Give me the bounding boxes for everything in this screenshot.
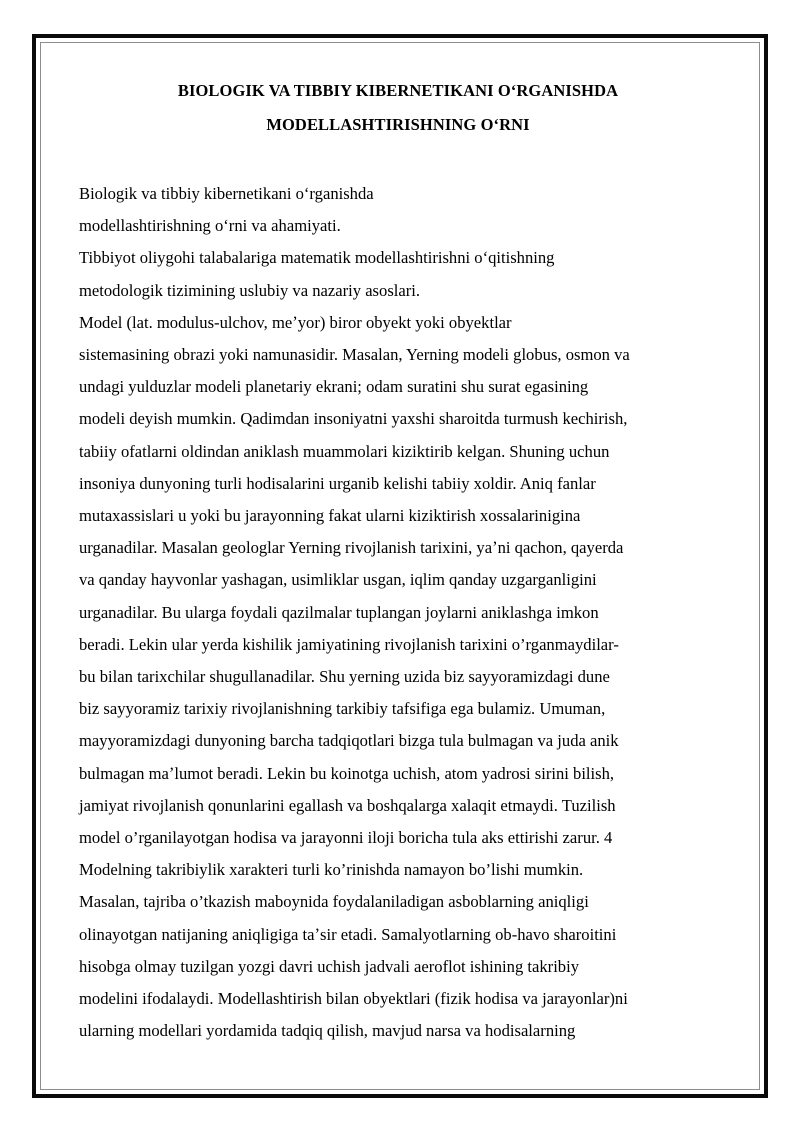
body-line: undagi yulduzlar modeli planetariy ekrani; odam suratini shu surat egasining xyxy=(79,377,589,397)
title-body-spacer xyxy=(79,142,717,178)
body-line: bulmagan maʼlumot beradi. Lekin bu koinotga uchish, atom yadrosi sirini bilish, xyxy=(79,763,615,783)
body-line: Modelning takribiylik xarakteri turli ko’rinishda namayon bo’lishi mumkin. xyxy=(79,860,584,880)
body-line: urganadilar. Bu ularga foydali qazilmalar tuplangan joylarni aniklashga imkon xyxy=(79,602,599,622)
page-border-frame xyxy=(32,34,768,1098)
body-line: Biologik va tibbiy kibernetikani oʻrganishda xyxy=(79,184,374,203)
body-line: hisobga olmay tuzilgan yozgi davri uchish jadvali aeroflot ishining takribiy xyxy=(79,956,580,976)
body-line: Tibbiyot oliygohi talabalariga matematik modellashtirishni oʻqitishning xyxy=(79,248,555,268)
body-line: olinayotgan natijaning aniqligiga taʼsir etadi. Samalyotlarning ob-havo sharoitini xyxy=(79,924,617,944)
title-line-2: MODELLASHTIRISHNING OʻRNI xyxy=(266,115,530,134)
body-line: jamiyat rivojlanish qonunlarini egallash va boshqalarga xalaqit etmaydi. Tuzilish xyxy=(79,795,616,815)
body-line: ularning modellari yordamida tadqiq qilish, mavjud narsa va hodisalarning xyxy=(79,1021,576,1041)
body-line: sistemasining obrazi yoki namunasidir. Masalan, Yerning modeli globus, osmon va xyxy=(79,345,630,365)
body-line: biz sayyoramiz tarixiy rivojlanishning tarkibiy tafsifiga ega bulamiz. Umuman, xyxy=(79,699,606,719)
title-line-1: BIOLOGIK VA TIBBIY KIBERNETIKANI OʻRGANISHDA xyxy=(177,81,619,100)
body-line: mayyoramizdagi dunyoning barcha tadqiqotlari bizga tula bulmagan va juda anik xyxy=(79,731,619,751)
page-title xyxy=(79,74,717,142)
document-content xyxy=(79,74,717,1047)
body-line: insoniya dunyoning turli hodisalarini urganib kelishi tabiiy xoldir. Aniq fanlar xyxy=(79,473,596,493)
body-line: metodologik tizimining uslubiy va nazariy asoslari. xyxy=(79,280,421,300)
body-line: bu bilan tarixchilar shugullanadilar. Shu yerning uzida biz sayyoramizdagi dune xyxy=(79,667,610,687)
document-body xyxy=(79,178,717,1047)
body-line: modeli deyish mumkin. Qadimdan insoniyatni yaxshi sharoitda turmush kechirish, xyxy=(79,409,628,429)
body-line: va qanday hayvonlar yashagan, usimliklar usgan, iqlim qanday uzgarganligini xyxy=(79,570,597,590)
body-line: Model (lat. modulus-ulchov, meʼyor) biror obyekt yoki obyektlar xyxy=(79,312,512,332)
body-line: beradi. Lekin ular yerda kishilik jamiyatining rivojlanish tarixini o’rganmaydilar- xyxy=(79,634,619,654)
body-line: urganadilar. Masalan geologlar Yerning rivojlanish tarixini, yaʼni qachon, qayerda xyxy=(79,538,624,558)
body-line: modelini ifodalaydi. Modellashtirish bilan obyektlari (fizik hodisa va jarayonlar)ni xyxy=(79,989,628,1009)
body-line: model o’rganilayotgan hodisa va jarayonni iloji boricha tula aks ettirishi zarur. 4 xyxy=(79,828,613,848)
body-line: tabiiy ofatlarni oldindan aniklash muammolari kiziktirib kelgan. Shuning uchun xyxy=(79,441,610,461)
body-line: Masalan, tajriba o’tkazish maboynida foydalaniladigan asboblarning aniqligi xyxy=(79,892,589,912)
body-line: modellashtirishning oʻrni va ahamiyati. xyxy=(79,216,341,236)
body-line: mutaxassislari u yoki bu jarayonning fakat ularni kiziktirish xossalarinigina xyxy=(79,506,581,526)
